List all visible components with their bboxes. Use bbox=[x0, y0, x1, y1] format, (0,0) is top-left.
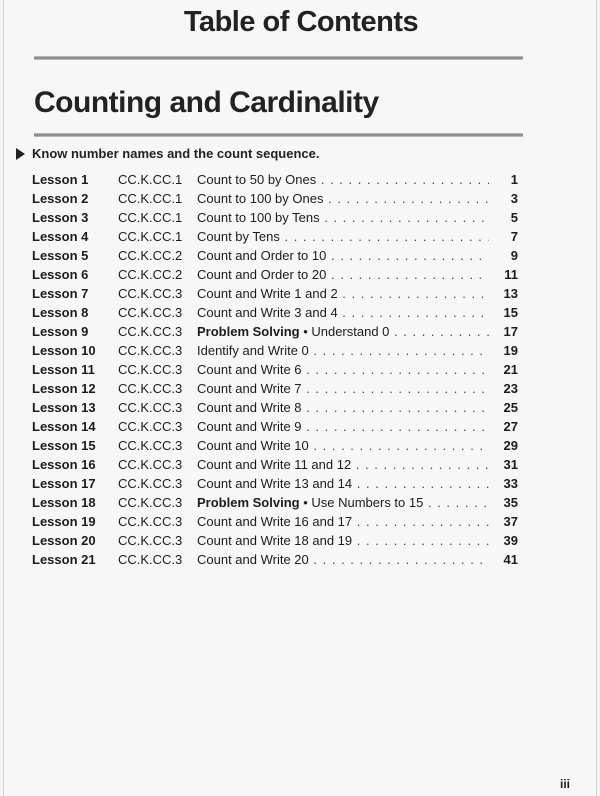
standard-code: CC.K.CC.3 bbox=[118, 400, 183, 415]
lesson-page-number: 11 bbox=[504, 267, 518, 282]
lesson-label: Lesson 15 bbox=[32, 438, 96, 453]
standard-code: CC.K.CC.3 bbox=[118, 381, 183, 396]
lesson-row bbox=[4, 474, 598, 493]
lesson-row bbox=[4, 436, 598, 455]
lesson-row bbox=[4, 493, 598, 512]
lesson-label: Lesson 19 bbox=[32, 514, 96, 529]
title-divider bbox=[34, 56, 523, 60]
lesson-label: Lesson 3 bbox=[32, 210, 89, 225]
standard-code: CC.K.CC.1 bbox=[118, 210, 183, 225]
lesson-page-number: 39 bbox=[503, 533, 518, 548]
lesson-topic bbox=[197, 265, 489, 284]
lesson-label: Lesson 2 bbox=[32, 191, 89, 206]
standard-code: CC.K.CC.1 bbox=[118, 191, 183, 206]
lesson-topic bbox=[197, 512, 489, 531]
standard-code: CC.K.CC.3 bbox=[118, 286, 183, 301]
lesson-label: Lesson 17 bbox=[32, 476, 96, 491]
lesson-page-number: 17 bbox=[503, 324, 518, 339]
topic-bold-prefix: Problem Solving bbox=[197, 324, 300, 339]
lesson-page-number: 7 bbox=[510, 229, 518, 244]
lesson-row bbox=[4, 417, 598, 436]
standard-code: CC.K.CC.3 bbox=[118, 324, 183, 339]
topic-text: • Understand 0 bbox=[299, 324, 390, 339]
lesson-label: Lesson 20 bbox=[32, 533, 96, 548]
lesson-topic bbox=[197, 531, 489, 550]
lesson-topic bbox=[197, 474, 489, 493]
lesson-row bbox=[4, 341, 598, 360]
lesson-row bbox=[4, 512, 598, 531]
lesson-page-number: 13 bbox=[503, 286, 518, 301]
lesson-page-number: 41 bbox=[503, 552, 518, 567]
standard-code: CC.K.CC.3 bbox=[118, 533, 183, 548]
standard-code: CC.K.CC.2 bbox=[118, 267, 183, 282]
lesson-row bbox=[4, 284, 598, 303]
lesson-page-number: 5 bbox=[510, 210, 518, 225]
topic-text: Count and Write 18 and 19 bbox=[197, 533, 353, 548]
lesson-row bbox=[4, 208, 598, 227]
section-title: Counting and Cardinality bbox=[34, 86, 379, 119]
lesson-row bbox=[4, 379, 598, 398]
lesson-page-number: 27 bbox=[503, 419, 518, 434]
lesson-topic bbox=[197, 246, 489, 265]
topic-text: Count to 100 by Tens bbox=[197, 210, 320, 225]
topic-text: Count and Write 11 and 12 bbox=[197, 457, 352, 472]
lesson-topic bbox=[197, 170, 489, 189]
lesson-label: Lesson 5 bbox=[32, 248, 89, 263]
lesson-topic bbox=[197, 360, 489, 379]
document-page bbox=[3, 0, 597, 796]
standard-code: CC.K.CC.1 bbox=[118, 229, 183, 244]
section-divider bbox=[34, 133, 523, 137]
lesson-row bbox=[4, 360, 598, 379]
topic-text: Count and Write 8 bbox=[197, 400, 302, 415]
topic-text: Identify and Write 0 bbox=[197, 343, 309, 358]
topic-text: Count and Write 6 bbox=[197, 362, 302, 377]
lesson-topic bbox=[197, 379, 489, 398]
lesson-topic bbox=[197, 493, 489, 512]
lesson-row bbox=[4, 322, 598, 341]
lesson-page-number: 1 bbox=[510, 172, 518, 187]
standard-code: CC.K.CC.3 bbox=[118, 514, 183, 529]
standard-code: CC.K.CC.3 bbox=[118, 362, 183, 377]
standard-code: CC.K.CC.2 bbox=[118, 248, 183, 263]
topic-text: Count and Write 1 and 2 bbox=[197, 286, 338, 301]
topic-text: • Use Numbers to 15 bbox=[299, 495, 424, 510]
topic-bold-prefix: Problem Solving bbox=[197, 495, 300, 510]
lesson-label: Lesson 13 bbox=[32, 400, 96, 415]
standard-code: CC.K.CC.3 bbox=[118, 419, 183, 434]
lesson-page-number: 23 bbox=[503, 381, 518, 396]
lesson-row bbox=[4, 246, 598, 265]
topic-text: Count and Write 20 bbox=[197, 552, 309, 567]
lesson-page-number: 3 bbox=[510, 191, 518, 206]
topic-text: Count and Write 16 and 17 bbox=[197, 514, 353, 529]
lesson-row bbox=[4, 550, 598, 569]
topic-text: Count to 100 by Ones bbox=[197, 191, 324, 206]
lesson-topic bbox=[197, 303, 489, 322]
lesson-page-number: 21 bbox=[503, 362, 518, 377]
triangle-bullet-icon bbox=[16, 148, 25, 160]
lesson-page-number: 29 bbox=[503, 438, 518, 453]
section-subtitle bbox=[16, 146, 320, 161]
topic-text: Count and Order to 10 bbox=[197, 248, 327, 263]
lesson-label: Lesson 14 bbox=[32, 419, 96, 434]
lesson-page-number: 37 bbox=[503, 514, 518, 529]
lesson-label: Lesson 4 bbox=[32, 229, 89, 244]
lesson-row bbox=[4, 227, 598, 246]
standard-code: CC.K.CC.3 bbox=[118, 305, 183, 320]
standard-code: CC.K.CC.3 bbox=[118, 495, 183, 510]
lesson-topic bbox=[197, 417, 489, 436]
lesson-label: Lesson 16 bbox=[32, 457, 96, 472]
lesson-topic bbox=[197, 322, 489, 341]
topic-text: Count and Write 3 and 4 bbox=[197, 305, 338, 320]
lesson-label: Lesson 9 bbox=[32, 324, 89, 339]
lesson-row bbox=[4, 531, 598, 550]
lesson-page-number: 25 bbox=[503, 400, 518, 415]
page-number: iii bbox=[560, 777, 571, 791]
lesson-row bbox=[4, 455, 598, 474]
topic-text: Count and Write 7 bbox=[197, 381, 302, 396]
lesson-topic bbox=[197, 284, 489, 303]
lesson-label: Lesson 18 bbox=[32, 495, 96, 510]
lesson-page-number: 33 bbox=[503, 476, 518, 491]
lesson-topic bbox=[197, 208, 489, 227]
topic-text: Count and Write 13 and 14 bbox=[197, 476, 353, 491]
lesson-topic bbox=[197, 398, 489, 417]
standard-code: CC.K.CC.3 bbox=[118, 438, 183, 453]
standard-code: CC.K.CC.1 bbox=[118, 172, 183, 187]
lesson-topic bbox=[197, 436, 489, 455]
lesson-topic bbox=[197, 455, 489, 474]
standard-code: CC.K.CC.3 bbox=[118, 457, 183, 472]
lesson-label: Lesson 6 bbox=[32, 267, 89, 282]
lesson-page-number: 19 bbox=[503, 343, 518, 358]
lesson-label: Lesson 7 bbox=[32, 286, 89, 301]
lesson-topic bbox=[197, 550, 489, 569]
section-subtitle-text: Know number names and the count sequence. bbox=[32, 146, 320, 161]
lesson-page-number: 35 bbox=[503, 495, 518, 510]
lesson-page-number: 15 bbox=[503, 305, 518, 320]
lesson-label: Lesson 1 bbox=[32, 172, 89, 187]
lesson-topic bbox=[197, 341, 489, 360]
topic-text: Count to 50 by Ones bbox=[197, 172, 317, 187]
page-title: Table of Contents bbox=[183, 6, 419, 38]
lesson-label: Lesson 10 bbox=[32, 343, 96, 358]
lesson-row bbox=[4, 170, 598, 189]
topic-text: Count and Order to 20 bbox=[197, 267, 327, 282]
standard-code: CC.K.CC.3 bbox=[118, 476, 183, 491]
topic-text: Count and Write 9 bbox=[197, 419, 302, 434]
lesson-label: Lesson 12 bbox=[32, 381, 96, 396]
topic-text: Count by Tens bbox=[197, 229, 280, 244]
standard-code: CC.K.CC.3 bbox=[118, 552, 183, 567]
standard-code: CC.K.CC.3 bbox=[118, 343, 183, 358]
lesson-row bbox=[4, 303, 598, 322]
lesson-topic bbox=[197, 189, 489, 208]
topic-text: Count and Write 10 bbox=[197, 438, 309, 453]
lesson-page-number: 31 bbox=[503, 457, 518, 472]
lesson-topic bbox=[197, 227, 489, 246]
lesson-row bbox=[4, 398, 598, 417]
lesson-label: Lesson 8 bbox=[32, 305, 89, 320]
lesson-row bbox=[4, 189, 598, 208]
lesson-label: Lesson 21 bbox=[32, 552, 96, 567]
lesson-label: Lesson 11 bbox=[32, 362, 95, 377]
lesson-row bbox=[4, 265, 598, 284]
lesson-page-number: 9 bbox=[510, 248, 518, 263]
